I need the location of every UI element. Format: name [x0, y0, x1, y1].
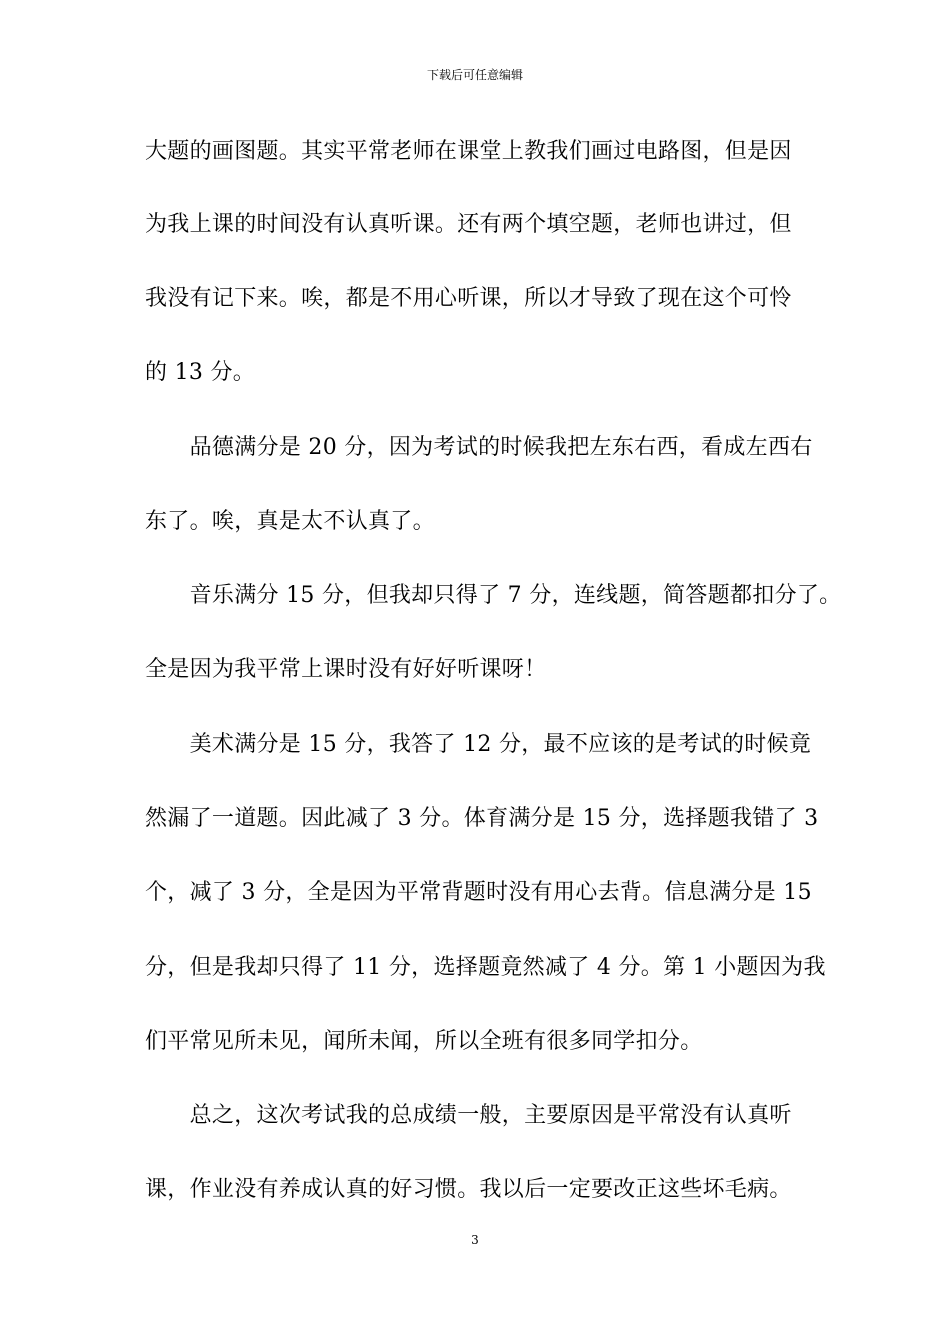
text-line-13: 们平常见所未见，闻所未闻，所以全班有很多同学扣分。: [145, 1029, 703, 1054]
text-line-15: 课，作业没有养成认真的好习惯。我以后一定要改正这些坏毛病。: [145, 1177, 792, 1202]
text-line-3: 我没有记下来。唉，都是不用心听课，所以才导致了现在这个可怜: [145, 286, 792, 311]
text-line-8: 全是因为我平常上课时没有好好听课呀！: [145, 657, 547, 682]
text-line-10: 然漏了一道题。因此减了 3 分。体育满分是 15 分，选择题我错了 3: [145, 806, 819, 831]
text-line-6: 东了。唉，真是太不认真了。: [145, 509, 435, 534]
text-line-5: 品德满分是 20 分，因为考试的时候我把左东右西，看成左西右: [145, 435, 813, 460]
text-line-12: 分，但是我却只得了 11 分，选择题竟然减了 4 分。第 1 小题因为我: [145, 955, 826, 980]
text-line-2: 为我上课的时间没有认真听课。还有两个填空题，老师也讲过，但: [145, 212, 792, 237]
text-line-9: 美术满分是 15 分，我答了 12 分，最不应该的是考试的时候竟: [145, 732, 812, 757]
text-line-1: 大题的画图题。其实平常老师在课堂上教我们画过电路图，但是因: [145, 139, 792, 164]
text-line-14: 总之，这次考试我的总成绩一般，主要原因是平常没有认真听: [145, 1103, 792, 1128]
page-header: 下载后可任意编辑: [426, 68, 523, 82]
page-number: 3: [471, 1233, 479, 1247]
text-line-4: 的 13 分。: [145, 360, 256, 385]
text-line-11: 个，减了 3 分，全是因为平常背题时没有用心去背。信息满分是 15: [145, 880, 812, 905]
text-line-7: 音乐满分 15 分，但我却只得了 7 分，连线题，简答题都扣分了。: [145, 583, 842, 608]
